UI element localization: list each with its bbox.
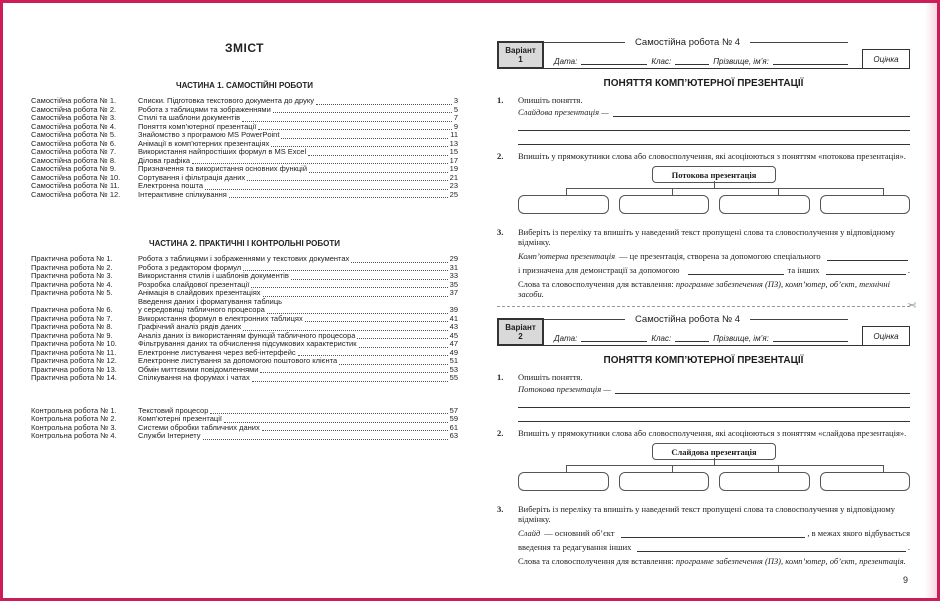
diagram-drop-line [566,465,567,472]
toc-entry-page: 57 [449,405,458,415]
toc-leader-dots [281,138,448,139]
toc-entry-title: Електронне листування через веб-інтерфейс [138,347,296,357]
toc-entry-title: Аналіз даних із використанням функцій табличного процесора [138,330,356,340]
toc-entry-title-line2: у середовищі табличного процесора [138,305,265,314]
toc-entry-label: Самостійна робота № 11. [31,181,120,190]
answer-box [820,472,911,491]
toc-entry-title: Комп’ютерні презентації [138,414,222,423]
word-bank [518,279,910,299]
toc-entry-title: Робота з таблицями і зображеннями у текстових документах [138,254,350,263]
toc-entry-label: Практична робота № 7. [31,313,113,323]
diagram-drop-line [566,188,567,195]
toc-entry-page: 45 [449,330,458,340]
task-number: 3. [497,227,504,237]
toc-leader-dots [242,121,452,122]
toc-entry-label: Контрольна робота № 3. [31,422,117,432]
worksheet-variant-1 [497,36,910,299]
toc-entry-title: Обмін миттєвими повідомленнями [138,364,259,374]
task-number: 2. [497,151,504,161]
toc-entry-page: 9 [453,121,458,131]
toc-entry-page: 47 [449,339,458,348]
toc-entry-title: Системи обробки табличних даних [138,422,260,432]
scissors-icon: ✂ [906,299,916,312]
term-line [518,107,910,117]
toc-entry-title: Анімації в комп’ютерних презентаціях [138,138,270,148]
diagram-drop-line [672,465,673,472]
word-bank-label: Слова та словосполучення для вставлення: [518,556,674,566]
worksheet-header [497,313,910,346]
toc-entry-label: Самостійна робота № 6. [31,138,117,148]
toc-entry-title: Використання стилів і шаблонів документів [138,271,289,280]
toc-entry-label: Практична робота № 5. [31,288,113,297]
toc-entry-label: Контрольна робота № 1. [31,405,117,415]
task-body [518,372,910,422]
worksheet-header-title-row [527,36,848,49]
toc-entry-label: Самостійна робота № 4. [31,121,117,131]
task-number: 1. [497,95,504,105]
diagram-root-box: Потокова презентація [652,166,776,183]
word-bank-items: програмне забезпечення (ПЗ), комп’ютер, об’єкт, технічні засоби. [518,279,890,299]
variant-word: Варіант [505,323,536,332]
name-blank [773,56,848,65]
toc-entry-page: 41 [449,313,458,323]
diagram-drop-line [778,188,779,195]
task-body [518,227,910,299]
task-1 [497,95,910,145]
toc-entry-title: Інтерактивне спілкування [138,189,227,199]
toc-leader-dots [247,180,447,181]
worksheet-title: Самостійна робота № 4 [634,37,741,48]
toc-entry-page: 23 [449,181,458,190]
diagram-horizontal-line [566,188,884,189]
paragraph-tail: . [907,265,910,275]
date-blank [581,333,647,342]
toc-entry-label: Практична робота № 2. [31,262,113,272]
section-title: ПОНЯТТЯ КОМП’ЮТЕРНОЇ ПРЕЗЕНТАЦІЇ [603,355,804,366]
toc-leader-dots [262,430,448,431]
header-rule-right [750,319,848,320]
diagram-drop-line [778,465,779,472]
left-page [3,3,470,598]
variant-badge [497,41,544,69]
toc-entry-label: Практична робота № 13. [31,364,117,374]
variant-word: Варіант [505,46,536,55]
paragraph-text: — основний об’єкт [544,528,615,538]
toc-leader-dots [316,104,452,105]
toc-leader-dots [210,413,447,414]
toc-entry-label: Практична робота № 11. [31,347,117,357]
toc-entry-label: Практична робота № 1. [31,254,113,263]
task-text: Виберіть із переліку та впишіть у наведений текст пропущені слова та словосполучення у відповідному відмінку. [518,227,895,247]
toc-entry-title: Ділова графіка [138,155,191,165]
diagram-root-box: Слайдова презентація [652,443,776,460]
toc-leader-dots [229,197,448,198]
toc-entry-label: Самостійна робота № 5. [31,130,117,139]
toc-leader-dots [260,372,447,373]
paragraph-text: — це презентація, створена за допомогою спеціального [619,251,821,261]
diagram-drop-line [883,188,884,195]
toc-entry-title: Текстовий процесор [138,405,209,415]
answer-box [619,472,710,491]
toc-entry-two-line [31,298,458,315]
task-number: 3. [497,504,504,514]
toc-entry-title: Поняття комп’ютерної презентації [138,121,257,131]
toc-leader-dots [252,381,448,382]
toc-entry-page: 3 [453,96,458,105]
toc-entry-page: 15 [449,147,458,156]
diagram-answer-row [518,472,910,491]
toc-leader-dots [203,439,448,440]
toc-entry [31,432,458,441]
term-line [518,384,910,394]
toc-leader-dots [305,321,448,322]
toc-entry-title: Спілкування на форумах і чатах [138,373,250,382]
task-body [518,151,910,221]
toc-entry-title: Списки. Підготовка текстового документа до друку [138,96,314,105]
toc-entry-page: 21 [449,172,458,182]
class-label: Клас: [651,57,672,66]
variant-number: 2 [518,332,523,341]
write-blank [826,266,906,275]
toc-entry-page: 29 [449,254,458,263]
diagram-horizontal-line [566,465,884,466]
word-bank-label: Слова та словосполучення для вставлення: [518,279,674,289]
toc-entry-page: 5 [453,104,458,114]
toc-entry [31,191,458,200]
task-text: Впишіть у прямокутники слова або словосполучення, які асоціюються з поняттям «потокова презентація». [518,151,906,161]
toc-entry-title: Електронне листування за допомогою поштового клієнта [138,356,338,365]
toc-entry-page: 39 [449,305,458,314]
association-diagram [518,166,910,221]
toc-entry-page: 19 [449,164,458,173]
paragraph-tail: , в межах якого відбувається [807,528,910,538]
toc-part1-list [31,97,458,199]
write-blank [613,108,910,117]
toc-entry-page: 11 [450,130,458,139]
header-rule-right [750,42,848,43]
toc-entry-label: Самостійна робота № 8. [31,155,117,165]
toc-leader-dots [291,279,448,280]
toc-leader-dots [351,262,447,263]
toc-entry-title-line1: Введення даних і форматування таблиць [138,296,283,306]
toc-entry-title: Робота з редактором формул [138,262,242,272]
answer-box [619,195,710,214]
worksheet-title: Самостійна робота № 4 [634,314,741,325]
paragraph-text: і призначена для демонстрації за допомогою [518,265,680,275]
toc-entry-label: Практична робота № 9. [31,330,113,340]
toc-entry-page: 43 [449,322,458,331]
paragraph-term: Слайд [518,528,541,538]
write-blank [615,385,910,394]
toc-entry-label: Контрольна робота № 2. [31,414,117,423]
toc-leader-dots [251,287,447,288]
worksheet-variant-2 [497,313,910,566]
toc-entry-title-column [138,298,458,315]
toc-control-list [31,407,458,441]
paragraph-text: та інших [787,265,820,275]
answer-box [518,472,609,491]
write-blank [827,252,908,261]
task-2 [497,428,910,498]
association-diagram [518,443,910,498]
toc-entry-label: Практична робота № 12. [31,356,117,365]
toc-entry-label: Самостійна робота № 2. [31,104,117,114]
toc-title: ЗМІСТ [224,41,265,55]
task-3 [497,227,910,299]
name-label: Прізвище, ім’я: [713,334,769,343]
worksheet-header [497,36,910,69]
toc-entry-page: 33 [449,271,458,280]
diagram-drop-line [883,465,884,472]
task-3 [497,504,910,566]
toc-entry-page: 61 [449,422,458,432]
answer-box [719,472,810,491]
toc-entry-title: Електронна пошта [138,181,204,190]
task-1 [497,372,910,422]
toc-leader-dots [258,129,452,130]
toc-leader-dots [339,364,448,365]
fill-paragraph-line1 [518,251,910,261]
toc-entry-page: 55 [449,373,458,382]
toc-entry-page: 53 [449,364,458,374]
toc-entry-page: 25 [449,189,458,199]
toc-entry-label: Практична робота № 4. [31,279,113,289]
variant-badge [497,318,544,346]
answer-box [719,195,810,214]
word-bank-items: програмне забезпечення (ПЗ), комп’ютер, об’єкт, презентація. [675,556,906,566]
diagram-stem-line [714,181,715,188]
toc-entry-page: 31 [449,262,458,272]
date-label: Дата: [554,57,578,66]
toc-entry-label: Практична робота № 10. [31,339,117,348]
term-label: Слайдова презентація — [518,107,609,117]
toc-entry-label: Самостійна робота № 7. [31,147,117,156]
toc-entry-page: 49 [449,347,458,357]
toc-entry-label: Практична робота № 6. [31,305,113,314]
task-text: Виберіть із переліку та впишіть у наведений текст пропущені слова та словосполучення у відповідному відмінку. [518,504,895,524]
toc-entry-page: 7 [453,113,458,122]
class-blank [675,333,709,342]
toc-leader-dots [308,155,448,156]
worksheet-header-title-row [527,313,848,326]
toc-entry-title: Робота з таблицями та зображеннями [138,104,271,114]
toc-leader-dots [357,338,447,339]
write-line [518,394,910,408]
toc-leader-dots [309,172,448,173]
toc-entry-title: Графічний аналіз рядів даних [138,322,242,331]
diagram-stem-line [714,458,715,465]
student-info-row [554,327,848,346]
write-blank [688,266,784,275]
toc-entry-title: Фільтрування даних та обчислення підсумкових характеристик [138,339,357,348]
toc-entry-page: 35 [449,279,458,289]
toc-entry-title: Призначення та використання основних функцій [138,164,308,173]
toc-entry-label: Самостійна робота № 12. [31,189,121,199]
toc-part1-heading: ЧАСТИНА 1. САМОСТІЙНІ РОБОТИ [175,81,314,90]
toc-part2-list [31,255,458,383]
fill-paragraph-line2 [518,542,910,552]
fill-paragraph-line1 [518,528,910,538]
write-line [518,131,910,145]
write-line [518,408,910,422]
date-blank [581,56,647,65]
task-text: Опишіть поняття. [518,372,583,382]
write-blank [621,529,806,538]
toc-entry-title: Сортування і фільтрація даних [138,172,246,182]
diagram-answer-row [518,195,910,214]
toc-entry [31,374,458,383]
toc-entry-label: Самостійна робота № 9. [31,164,117,173]
right-page [470,3,937,598]
toc-entry-page: 17 [449,155,458,165]
cut-line [497,299,916,312]
section-title: ПОНЯТТЯ КОМП’ЮТЕРНОЇ ПРЕЗЕНТАЦІЇ [603,78,804,89]
task-text: Опишіть поняття. [518,95,583,105]
toc-entry-label: Практична робота № 8. [31,322,113,331]
toc-entry-page: 63 [449,431,458,440]
toc-leader-dots [205,189,448,190]
toc-entry-title: Стилі та шаблони документів [138,113,241,122]
task-body [518,95,910,145]
toc-leader-dots [359,347,448,348]
term-label: Потокова презентація — [518,384,611,394]
toc-entry-label: Самостійна робота № 1. [31,96,117,105]
toc-entry-title: Знайомство з програмою MS PowerPoint [138,130,280,139]
task-text: Впишіть у прямокутники слова або словосполучення, які асоціюються з поняттям «слайдова презентація». [518,428,907,438]
toc-leader-dots [263,296,448,297]
task-number: 2. [497,428,504,438]
fill-paragraph-line2 [518,265,910,275]
toc-leader-dots [273,112,452,113]
toc-entry-title: Використання найпростіших формул в MS Excel [138,147,307,156]
toc-entry-page: 13 [449,138,458,148]
score-box: Оцінка [862,49,910,69]
toc-entry-title: Розробка слайдової презентації [138,279,250,289]
toc-entry-label: Практична робота № 3. [31,271,113,280]
paragraph-text: введення та редагування інших [518,542,632,552]
task-number: 1. [497,372,504,382]
task-2 [497,151,910,221]
toc-entry-label: Самостійна робота № 3. [31,113,117,122]
toc-entry-page: 51 [449,356,458,365]
page-number: 9 [902,575,908,585]
write-line [518,117,910,131]
toc-entry-page: 37 [449,288,458,297]
toc-entry-title: Служби Інтернету [138,431,201,440]
score-box: Оцінка [862,326,910,346]
name-blank [773,333,848,342]
task-body [518,504,910,566]
write-blank [637,543,905,552]
toc-entry-label: Практична робота № 14. [31,373,117,382]
toc-entry-title: Використання формул в електронних таблицях [138,313,303,323]
word-bank [518,556,910,566]
answer-box [820,195,911,214]
toc-entry-page: 59 [449,414,458,423]
paragraph-term: Комп’ютерна презентація [518,251,616,261]
toc-entry-title: Анімація в слайдових презентаціях [138,288,261,297]
variant-number: 1 [518,55,523,64]
date-label: Дата: [554,334,578,343]
answer-box [518,195,609,214]
toc-entry-label: Контрольна робота № 4. [31,431,117,440]
student-info-row [554,50,848,69]
class-label: Клас: [651,334,672,343]
name-label: Прізвище, ім’я: [713,57,769,66]
paragraph-tail: . [907,542,910,552]
toc-entry-label: Самостійна робота № 10. [31,172,121,182]
diagram-drop-line [672,188,673,195]
toc-part2-heading: ЧАСТИНА 2. ПРАКТИЧНІ І КОНТРОЛЬНІ РОБОТИ [149,239,340,248]
class-blank [675,56,709,65]
task-body [518,428,910,498]
